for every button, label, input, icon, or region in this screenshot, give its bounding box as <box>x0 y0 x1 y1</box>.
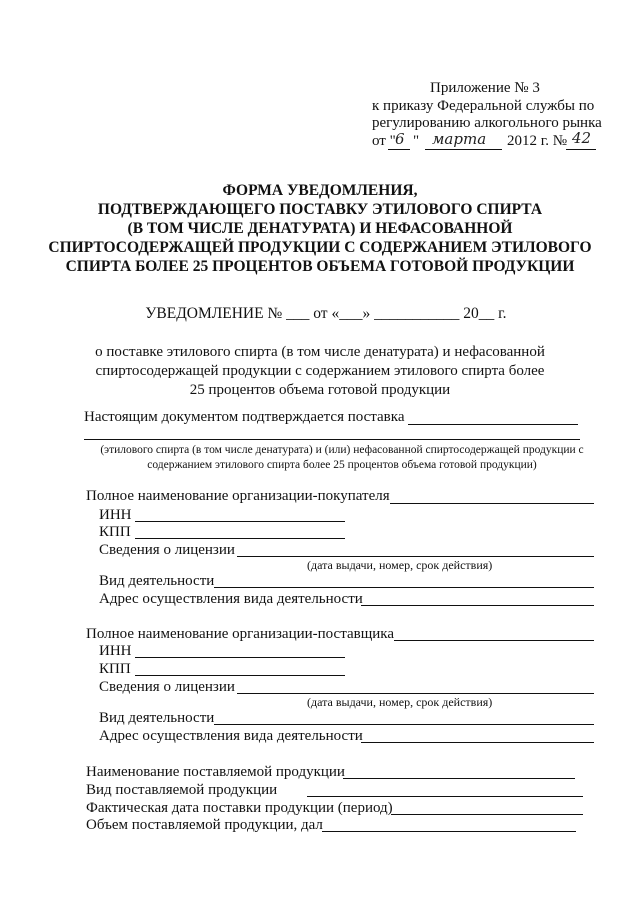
title-line-5: СПИРТА БОЛЕЕ 25 ПРОЦЕНТОВ ОБЪЕМА ГОТОВОЙ ПРОДУКЦИИ <box>65 258 575 275</box>
subtitle-line-2: спиртосодержащей продукции с содержанием этилового спирта более <box>95 363 545 379</box>
product-volume-label: Объем поставляемой продукции, дал <box>86 817 323 833</box>
product-type-field[interactable] <box>307 796 583 797</box>
title-line-4: СПИРТОСОДЕРЖАЩЕЙ ПРОДУКЦИИ С СОДЕРЖАНИЕМ ЭТИЛОВОГО <box>48 239 592 256</box>
buyer-inn-label: ИНН <box>99 507 132 523</box>
buyer-name-label: Полное наименование организации-покупателя <box>86 488 390 504</box>
confirm-field[interactable] <box>408 424 578 425</box>
supplier-name-field[interactable] <box>394 640 594 641</box>
supplier-kpp-field[interactable] <box>135 675 345 676</box>
product-volume-field[interactable] <box>322 831 576 832</box>
order-line-1: к приказу Федеральной службы по <box>372 98 595 114</box>
product-date-label: Фактическая дата поставки продукции (период) <box>86 800 393 816</box>
supplier-name-label: Полное наименование организации-поставщика <box>86 626 394 642</box>
order-date-month: марта <box>432 130 487 148</box>
supplier-activity-field[interactable] <box>214 724 594 725</box>
product-name-field[interactable] <box>343 778 575 779</box>
buyer-kpp-field[interactable] <box>135 538 345 539</box>
order-line-2: регулированию алкогольного рынка <box>372 115 602 131</box>
buyer-address-field[interactable] <box>361 605 594 606</box>
supplier-inn-field[interactable] <box>135 657 345 658</box>
buyer-activity-label: Вид деятельности <box>99 573 215 589</box>
confirm-label: Настоящим документом подтверждается поставка <box>84 409 405 425</box>
order-date-year: 2012 г. № <box>507 133 568 149</box>
buyer-address-label: Адрес осуществления вида деятельности <box>99 591 363 607</box>
buyer-kpp-label: КПП <box>99 524 131 540</box>
subtitle-line-3: 25 процентов объема готовой продукции <box>189 382 451 398</box>
order-number: 42 <box>572 129 592 147</box>
confirm-note-1: (этилового спирта (в том числе денатурата) и (или) нефасованной спиртосодержащей продукции с <box>100 444 584 456</box>
product-type-label: Вид поставляемой продукции <box>86 782 278 798</box>
product-name-label: Наименование поставляемой продукции <box>86 764 345 780</box>
buyer-activity-field[interactable] <box>214 587 594 588</box>
buyer-license-note: (дата выдачи, номер, срок действия) <box>307 558 493 572</box>
confirm-field-2[interactable] <box>84 439 580 440</box>
title-line-3: (В ТОМ ЧИСЛЕ ДЕНАТУРАТА) И НЕФАСОВАННОЙ <box>127 220 513 237</box>
product-date-field[interactable] <box>391 814 583 815</box>
buyer-license-label: Сведения о лицензии <box>99 542 235 558</box>
order-date-day: 6 <box>395 130 405 148</box>
title-line-1: ФОРМА УВЕДОМЛЕНИЯ, <box>222 182 418 199</box>
title-line-2: ПОДТВЕРЖДАЮЩЕГО ПОСТАВКУ ЭТИЛОВОГО СПИРТА <box>97 201 543 218</box>
buyer-name-field[interactable] <box>390 503 594 504</box>
supplier-kpp-label: КПП <box>99 661 131 677</box>
buyer-inn-field[interactable] <box>135 521 345 522</box>
order-date-mid: " <box>413 133 420 149</box>
supplier-license-label: Сведения о лицензии <box>99 679 235 695</box>
subtitle-line-1: о поставке этилового спирта (в том числе денатурата) и нефасованной <box>95 344 545 360</box>
supplier-activity-label: Вид деятельности <box>99 710 215 726</box>
supplier-address-field[interactable] <box>361 742 594 743</box>
supplier-address-label: Адрес осуществления вида деятельности <box>99 728 363 744</box>
notice-number-line: УВЕДОМЛЕНИЕ № ___ от «___» ___________ 20__ г. <box>145 305 507 322</box>
supplier-inn-label: ИНН <box>99 643 132 659</box>
order-date-prefix: от " <box>372 133 396 149</box>
confirm-note-2: содержанием этилового спирта более 25 процентов объема готовой продукции) <box>147 459 537 471</box>
order-number-line <box>566 149 596 150</box>
appendix-label: Приложение № 3 <box>430 80 540 96</box>
order-day-line <box>388 149 410 150</box>
order-month-line <box>425 149 502 150</box>
supplier-license-note: (дата выдачи, номер, срок действия) <box>307 695 493 709</box>
